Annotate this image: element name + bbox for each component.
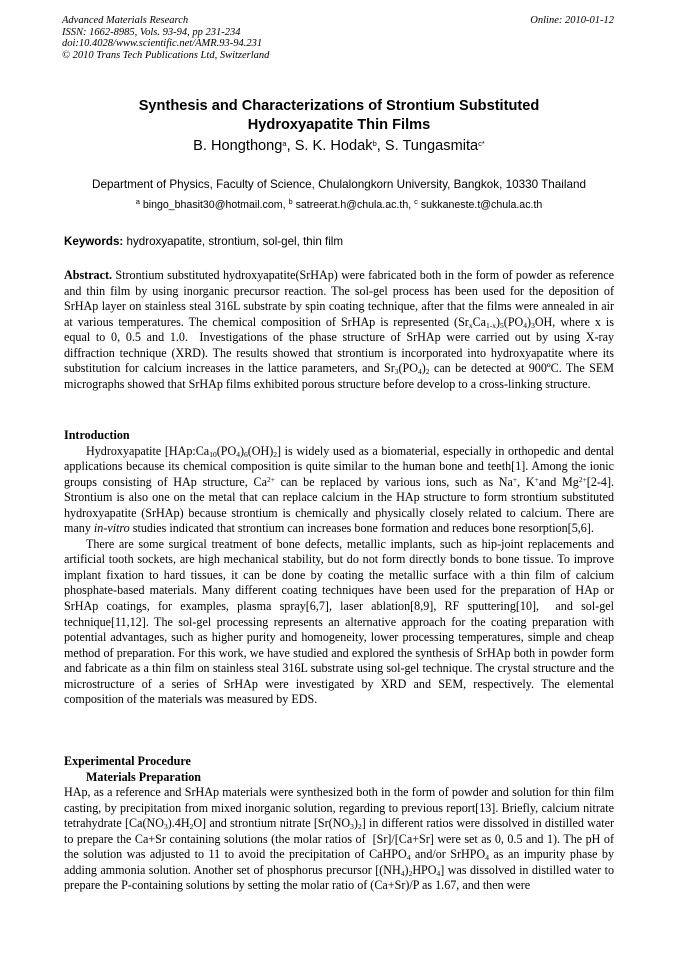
email-list <box>40 199 638 211</box>
experimental-section <box>64 754 614 894</box>
author: S. K. Hodak$^b$, <box>294 138 385 154</box>
email-entry: $^b$ satreerat.h@chula.ac.th, <box>288 197 415 211</box>
author: S. Tungasmita$^{c*}$ <box>384 138 485 154</box>
journal-name: Advanced Materials Research <box>62 15 189 26</box>
affiliation: Department of Physics, Faculty of Science, Chulalongkorn University, Bangkok, 10330 Thailand <box>92 178 586 191</box>
introduction-paragraph-1: Hydroxyapatite $[HAp:Ca_{10}(PO_4)_6(OH)_2]$ is widely used as a biomaterial, especially in orthopedic and dental applications because its chemical composition is quite similar to the human bone and teeth[1]. Among the ionic groups consisting of HAp structure, $Ca^{2+}$ can be replaced by various ions, such as Na+, K+and $Mg^{2+}[2-4]$. Strontium is also one on the metal that can replace calcium in the HAp structure to form strontium substituted hydroxyapatite (SrHAp) because strontium is chemically and physically closely related to calcium. There are many in-vitro studies indicated that strontium can increases bone formation and reduces bone resorption[5,6]. <box>64 443 614 536</box>
keywords-label: Keywords: <box>64 235 124 248</box>
abstract-label: Abstract. <box>64 268 113 282</box>
introduction-heading: Introduction <box>64 428 130 442</box>
journal-issn: ISSN: 1662-8985, Vols. 93-94, pp 231-234 <box>62 26 241 38</box>
abstract-text: Strontium substituted hydroxyapatite(SrHAp) were fabricated both in the form of powder as reference and thin film by using inorganic precursor reaction. The sol-gel process has been used for the deposition of SrHAp layer on stainless steal 316L substrate by spin coating technique, after that the films were annealed in air at various temperatures. The chemical composition of SrHAp is represented $(Sr_xCa_{1-x})_5(PO_4)_3OH$, where x is equal to 0, 0.5 and 1.0. Investigations of the phase structure of SrHAp were carried out by using X-ray diffraction technique (XRD). The results showed that strontium is incorporated into hydroxyapatite where its substitution for calcium increases in the lattice parameters, and $Sr_3(PO_4)_2$ can be detected at 900ºC. The SEM micrographs showed that SrHAp films exhibited porous structure before develop to a cross-linking structure. <box>64 268 614 391</box>
journal-header <box>62 15 269 61</box>
abstract <box>64 268 614 392</box>
email-entry: $^c$ sukkaneste.t@chula.ac.th <box>414 197 543 211</box>
introduction-section <box>64 428 614 708</box>
experimental-heading: Experimental Procedure <box>64 754 191 768</box>
materials-subheading: Materials Preparation <box>86 769 201 784</box>
title-line-1: Synthesis and Characterizations of Strontium Substituted <box>138 98 540 114</box>
journal-copyright: © 2010 Trans Tech Publications Ltd, Switzerland <box>62 49 270 61</box>
journal-doi: doi:10.4028/www.scientific.net/AMR.93-94.231 <box>62 38 263 49</box>
paper-title <box>40 97 638 135</box>
introduction-paragraph-2: There are some surgical treatment of bone defects, metallic implants, such as hip-joint replacements and artificial tooth sockets, are high mechanical stability, but do not form directly bonds to bone tissue. To improve implant fixation to hard tissues, it can be done by coating the metallic surface with a thin film of calcium phosphate-based materials. Many different coating techniques have been used for the preparation of HAp or SrHAp coatings, for examples, plasma spray[6,7], laser ablation[8,9], RF sputtering[10], and sol-gel technique[11,12]. The sol-gel processing represents an alternative approach for the coating preparation with potential advantages, such as higher purity and homogeneity, lower processing temperatures, simple and cheap method of preparation. For this work, we have studied and explored the synthesis of SrHAp both in powder form and fabricate as a thin film on stainless steal 316L substrate using sol-gel technique. The crystal structure and the microstructure of a series of SrHAp were investigated by XRD and SEM, respectively. The elemental composition of the materials was measured by EDS. <box>64 536 614 707</box>
online-date: Online: 2010-01-12 <box>530 15 614 26</box>
experimental-paragraph: HAp, as a reference and SrHAp materials were synthesized both in the form of powder and solution for thin film casting, by precipitation from mixed inorganic solution, regarding to previous report[13]. Briefly, calcium nitrate tetrahydrate $[Ca(NO_3).4H_2O]$ and strontium nitrate $[Sr(NO_3)_2]$ in different ratios were dissolved in distilled water to prepare the Ca+Sr containing solutions (the molar ratios of [Sr]/[Ca+Sr] were set as 0, 0.5 and 1). The pH of the solution was adjusted to 11 to avoid the precipitation of CaHPO$_4$ and/or SrHPO$_4$ as an impurity phase by adding ammonia solution. Another set of phosphorus precursor $[(NH_4)_2HPO_4]$ was dissolved in distilled water to prepare the P-containing solutions by setting the molar ratio of (Ca+Sr)/P as 1.67, and then were <box>64 785 615 893</box>
title-line-2: Hydroxyapatite Thin Films <box>247 117 431 133</box>
email-entry: $^a$ bingo_bhasit30@hotmail.com, <box>135 197 289 211</box>
keywords <box>64 235 343 248</box>
keywords-text: hydroxyapatite, strontium, sol-gel, thin film <box>126 235 344 248</box>
author-list <box>40 138 638 154</box>
author: B. Hongthong$^a$, <box>193 138 295 154</box>
